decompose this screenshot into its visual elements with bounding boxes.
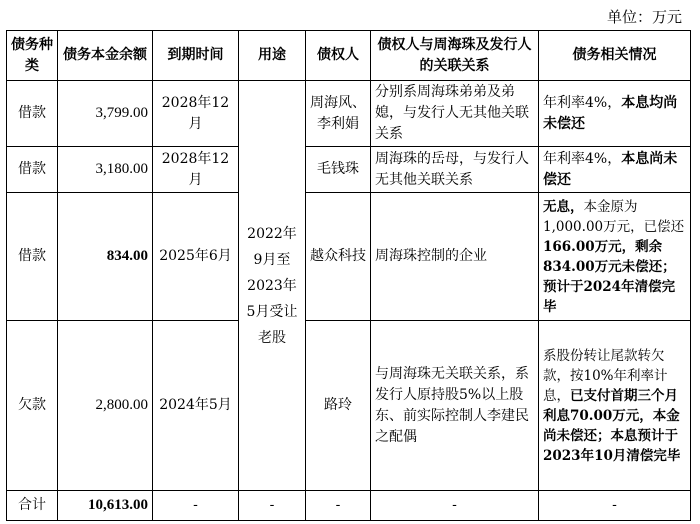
- cell-relation: 分别系周海珠弟弟及弟媳，与发行人无其他关联关系: [371, 81, 539, 147]
- cell-status: [539, 147, 691, 193]
- cell-amount: 834.00: [58, 193, 153, 321]
- header-status: 债务相关情况: [539, 31, 691, 81]
- table-row: [7, 147, 691, 193]
- status-text: 年利率4%，: [543, 94, 622, 111]
- total-label: 合计: [7, 491, 58, 521]
- cell-creditor: 路玲: [306, 321, 371, 491]
- cell-status: [539, 81, 691, 147]
- cell-due: 2025年6月: [153, 193, 239, 321]
- header-row: [7, 31, 691, 81]
- cell-creditor: 毛钱珠: [306, 147, 371, 193]
- total-dash: -: [539, 491, 691, 521]
- cell-amount: 2,800.00: [58, 321, 153, 491]
- status-bold-text: 166.00万元，剩余834.00万元未偿还；预计于2024年清偿完毕: [543, 238, 676, 315]
- header-due: 到期时间: [153, 31, 239, 81]
- status-bold-text: 已支付首期三个月利息70.00万元，本金尚未偿还；本息预计于2023年10月清偿完毕: [543, 387, 681, 464]
- total-row: [7, 491, 691, 521]
- total-dash: -: [371, 491, 539, 521]
- status-text: 本金原为1,000.00万元，已偿还: [543, 198, 685, 235]
- status-text: 年利率4%，: [543, 150, 622, 167]
- cell-status: [539, 193, 691, 321]
- debt-table: [6, 30, 691, 521]
- total-amount: 10,613.00: [58, 491, 153, 521]
- cell-type: 借款: [7, 147, 58, 193]
- status-bold-text: 本息尚未偿还: [543, 150, 678, 188]
- cell-status: [539, 321, 691, 491]
- status-bold-text: 本息均尚未偿还: [543, 94, 678, 132]
- header-creditor: 债权人: [306, 31, 371, 81]
- status-bold-text: 无息，: [543, 198, 584, 215]
- table-row: [7, 321, 691, 491]
- cell-due: 2024年5月: [153, 321, 239, 491]
- cell-type: 欠款: [7, 321, 58, 491]
- cell-creditor: 越众科技: [306, 193, 371, 321]
- cell-amount: 3,180.00: [58, 147, 153, 193]
- cell-relation: 与周海珠无关联关系，系发行人原持股5%以上股东、前实际控制人李建民之配偶: [371, 321, 539, 491]
- header-amount: 债务本金余额: [58, 31, 153, 81]
- table-row: [7, 193, 691, 321]
- total-dash: -: [239, 491, 306, 521]
- header-type: 债务种类: [7, 31, 58, 81]
- unit-label: 单位：万元: [606, 8, 682, 26]
- cell-relation: 周海珠的岳母，与发行人无其他关联关系: [371, 147, 539, 193]
- cell-type: 借款: [7, 193, 58, 321]
- cell-relation: 周海珠控制的企业: [371, 193, 539, 321]
- header-relation: 债权人与周海珠及发行人的关联关系: [371, 31, 539, 81]
- status-text: 系股份转让尾款转欠款，按10%年利率计息，: [543, 347, 668, 404]
- total-dash: -: [306, 491, 371, 521]
- cell-purpose: 2022年9月至2023年5月受让老股: [239, 81, 306, 491]
- cell-creditor: 周海风、李利娟: [306, 81, 371, 147]
- table-row: [7, 81, 691, 147]
- cell-due: 2028年12月: [153, 147, 239, 193]
- cell-type: 借款: [7, 81, 58, 147]
- cell-due: 2028年12月: [153, 81, 239, 147]
- header-purpose: 用途: [239, 31, 306, 81]
- cell-amount: 3,799.00: [58, 81, 153, 147]
- total-dash: -: [153, 491, 239, 521]
